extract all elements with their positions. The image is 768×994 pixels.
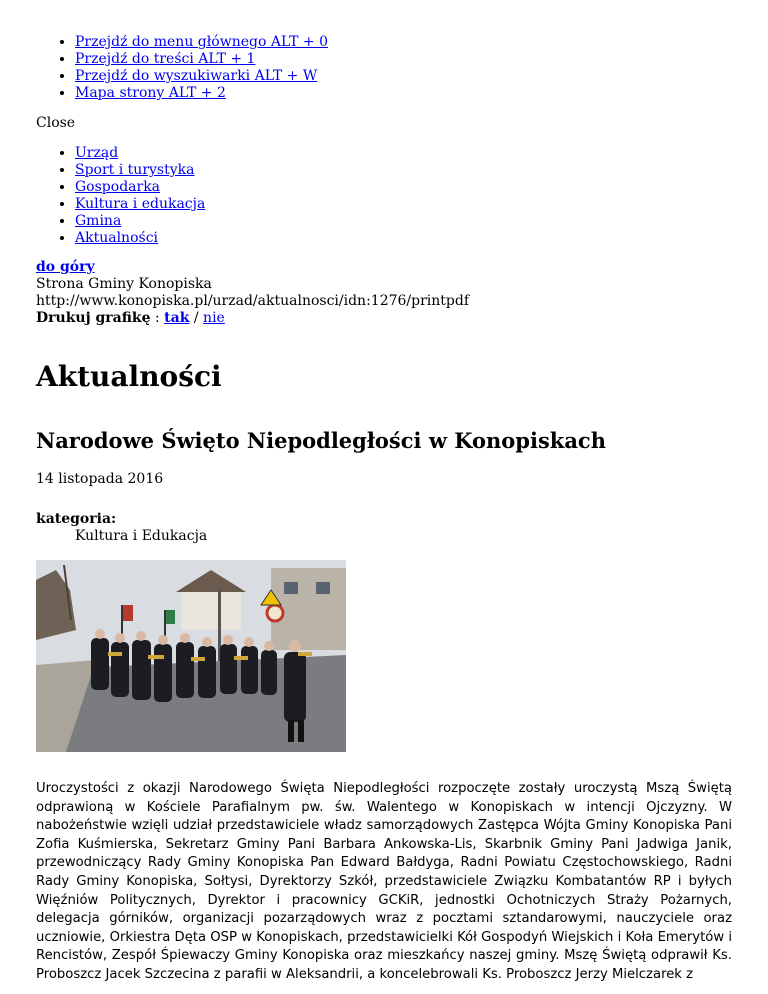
menu-item xyxy=(75,179,732,196)
skip-to-main-menu-link[interactable]: Przejdź do menu głównego ALT + 0 xyxy=(75,34,328,50)
skip-link-item xyxy=(75,68,732,85)
menu-item-gospodarka[interactable]: Gospodarka xyxy=(75,179,161,195)
menu-item-aktualnosci[interactable]: Aktualności xyxy=(75,230,159,246)
skip-links-list xyxy=(36,0,732,102)
category-value: Kultura i Edukacja xyxy=(75,528,208,544)
menu-item xyxy=(75,213,732,230)
print-meta xyxy=(36,259,732,327)
print-graphics-label: Drukuj grafikę xyxy=(36,310,151,326)
article-photo xyxy=(36,560,346,752)
article-date: 14 listopada 2016 xyxy=(36,471,164,487)
menu-item-gmina[interactable]: Gmina xyxy=(75,213,122,229)
print-graphics-separator: : xyxy=(150,310,165,326)
close-label[interactable]: Close xyxy=(36,115,76,131)
skip-to-content-link[interactable]: Przejdź do treści ALT + 1 xyxy=(75,51,256,67)
print-graphics-slash: / xyxy=(189,310,204,326)
print-graphics-no-link[interactable]: nie xyxy=(203,310,225,326)
article-body: Uroczystości z okazji Narodowego Święta Niepodległości rozpoczęte zostały uroczystą Mszą Świętą odprawioną w Kościele Parafialnym pw. św. Walentego w Konopiskach w intencji Ojczyzny. W nabożeństwie wzięli udział przedstawiciele władz samorządowych Zastępca Wójta Gminy Konopiska Pani Zofia Kuśmierska, Sekretarz Gminy Pani Barbara Ankowska-Lis, Skarbnik Gminy Pani Jadwiga Janik, przewodniczący Rady Gminy Konopiska Pan Edward Bałdyga, Radni Powiatu Częstochowskiego, Radni Rady Gminy Konopiska, Sołtysi, Dyrektorzy Szkół, przedstawiciele Związku Kombatantów RP i byłych Więźniów Politycznych, Dyrektor i pracownicy GCKiR, jednostki Ochotniczych Straży Pożarnych, delegacja górników, organizacji pozarządowych wraz z pocztami sztandarowymi, nauczyciele oraz uczniowie, Orkiestra Dęta OSP w Konopiskach, przedstawicielki Kół Gospodyń Wiejskich i Koła Emerytów i Rencistów, Zespół Śpiewaczy Gminy Konopiska oraz mieszkańcy naszej gminy. Mszę Świętą odprawił Ks. Proboszcz Jacek Szczecina z parafii w Aleksandrii, a koncelebrowali Ks. Proboszcz Jerzy Mielczarek z xyxy=(36,781,732,982)
site-name: Strona Gminy Konopiska xyxy=(36,276,212,292)
category-label: kategoria: xyxy=(36,511,117,527)
main-menu xyxy=(36,145,732,247)
menu-item xyxy=(75,145,732,162)
print-graphics-yes-link[interactable]: tak xyxy=(164,310,190,326)
skip-to-search-link[interactable]: Przejdź do wyszukiwarki ALT + W xyxy=(75,68,318,84)
menu-item xyxy=(75,196,732,213)
article-title: Narodowe Święto Niepodległości w Konopiskach xyxy=(36,428,606,453)
back-to-top-link[interactable]: do góry xyxy=(36,259,95,275)
menu-item-urzad[interactable]: Urząd xyxy=(75,145,119,161)
skip-link-item xyxy=(75,51,732,68)
menu-item-kultura[interactable]: Kultura i edukacja xyxy=(75,196,206,212)
menu-item xyxy=(75,162,732,179)
skip-link-item xyxy=(75,85,732,102)
skip-link-item xyxy=(75,34,732,51)
page-title: Aktualności xyxy=(36,360,222,393)
menu-item xyxy=(75,230,732,247)
print-url: http://www.konopiska.pl/urzad/aktualnosci/idn:1276/printpdf xyxy=(36,293,470,309)
sitemap-link[interactable]: Mapa strony ALT + 2 xyxy=(75,85,226,101)
menu-item-sport[interactable]: Sport i turystyka xyxy=(75,162,195,178)
print-graphics-row xyxy=(36,310,732,327)
